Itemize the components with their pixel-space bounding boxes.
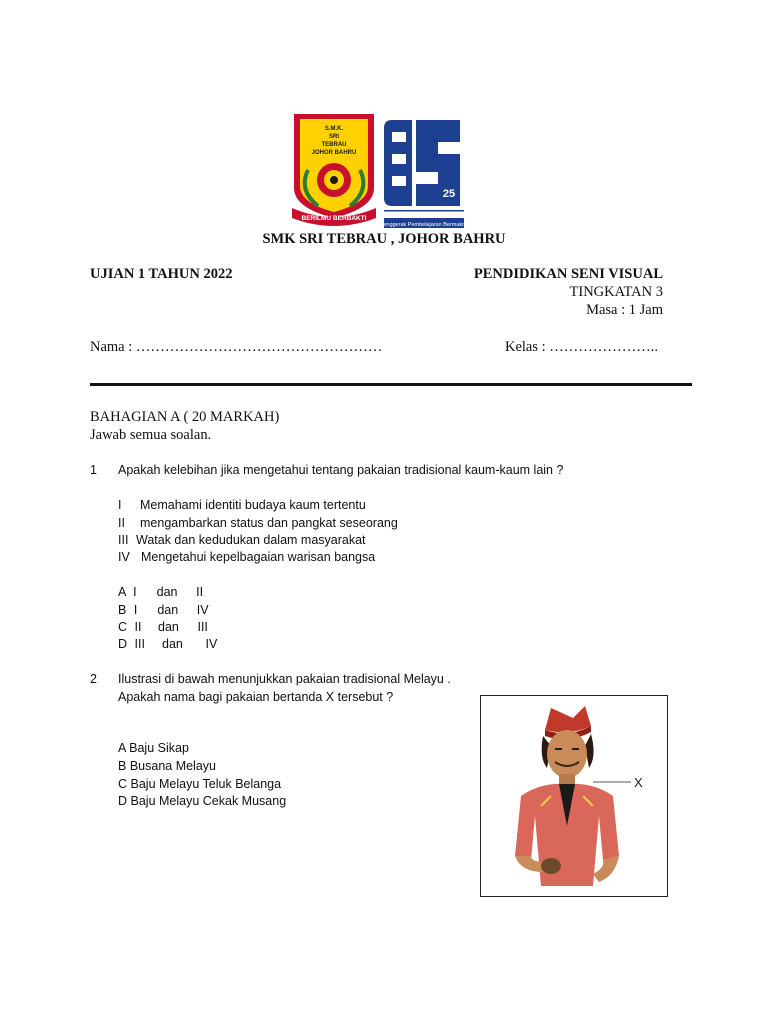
statement-text: Watak dan kedudukan dalam masyarakat [136, 533, 366, 547]
option-second: IV [205, 637, 218, 651]
figure-label-x: X [634, 775, 643, 790]
question-2-text-line-1: Ilustrasi di bawah menunjukkan pakaian tradisional Melayu . [118, 672, 451, 686]
option-connector: dan [157, 603, 179, 617]
question-1-number: 1 [90, 463, 97, 477]
crest-line-3: TEBRAU [321, 142, 347, 148]
statement-text: Memahami identiti budaya kaum tertentu [140, 498, 366, 512]
section-title: BAHAGIAN A ( 20 MARKAH) [90, 409, 280, 425]
illustration-frame [480, 695, 668, 897]
statement-text: mengambarkan status dan pangkat seseorang [140, 516, 398, 530]
option-second: II [196, 585, 204, 599]
malay-costume-illustration-icon [481, 696, 667, 896]
question-1-text: Apakah kelebihan jika mengetahui tentang pakaian tradisional kaum-kaum lain ? [118, 463, 564, 477]
crest-line-2: SRI [328, 134, 340, 140]
option-letter: C [118, 620, 128, 634]
option-letter: D [118, 794, 128, 808]
option-letter: D [118, 637, 128, 651]
anniversary-logo-icon [380, 120, 468, 228]
statement-roman: IV [118, 550, 130, 564]
divider-line [90, 383, 692, 386]
option-first: I [133, 603, 138, 617]
anniversary-tagline: Penggerak Pembelajaran Bermakna [379, 222, 468, 228]
option-text: Baju Sikap [129, 741, 189, 755]
option-c[interactable] [118, 620, 208, 634]
form-level: TINGKATAN 3 [569, 284, 663, 300]
option-a[interactable] [118, 741, 189, 755]
option-letter: B [118, 759, 127, 773]
exam-title: UJIAN 1 TAHUN 2022 [90, 266, 233, 282]
crest-line-1: S.M.K. [324, 126, 344, 132]
option-a[interactable] [118, 585, 203, 599]
option-d[interactable] [118, 794, 286, 808]
option-b[interactable] [118, 759, 216, 773]
statement-roman: III [118, 533, 129, 547]
school-name: SMK SRI TEBRAU , JOHOR BAHRU [262, 231, 506, 247]
exam-duration: Masa : 1 Jam [586, 302, 663, 318]
option-letter: C [118, 777, 128, 791]
anniversary-number: 25 [442, 188, 456, 200]
option-b[interactable] [118, 603, 209, 617]
option-letter: A [118, 741, 126, 755]
option-first: I [133, 585, 137, 599]
option-c[interactable] [118, 777, 281, 791]
class-field[interactable]: Kelas : ………………….. [505, 339, 659, 355]
option-d[interactable] [118, 637, 217, 651]
crest-motto: BERILMU BERBAKTI [301, 215, 367, 222]
option-connector: dan [158, 620, 179, 634]
question-2-text-line-2: Apakah nama bagi pakaian bertanda X tersebut ? [118, 690, 394, 704]
student-name-field[interactable]: Nama : …………………………………………… [90, 339, 383, 355]
statement-roman: I [118, 498, 122, 512]
section-instruction: Jawab semua soalan. [90, 427, 212, 443]
crest-line-4: JOHOR BAHRU [311, 150, 357, 156]
school-crest-icon [288, 110, 468, 230]
option-letter: B [118, 603, 127, 617]
option-text: Baju Melayu Teluk Belanga [130, 777, 282, 791]
option-text: Busana Melayu [129, 759, 216, 773]
option-connector: dan [162, 637, 183, 651]
option-connector: dan [156, 585, 178, 599]
question-2-number: 2 [90, 672, 97, 686]
subject-title: PENDIDIKAN SENI VISUAL [473, 266, 663, 282]
option-second: III [197, 620, 208, 634]
option-text: Baju Melayu Cekak Musang [130, 794, 287, 808]
statement-text: Mengetahui kepelbagaian warisan bangsa [141, 550, 376, 564]
school-logos [288, 110, 468, 230]
option-letter: A [118, 585, 126, 599]
option-first: III [134, 637, 145, 651]
statement-roman: II [118, 516, 125, 530]
option-first: II [134, 620, 142, 634]
option-second: IV [196, 603, 209, 617]
